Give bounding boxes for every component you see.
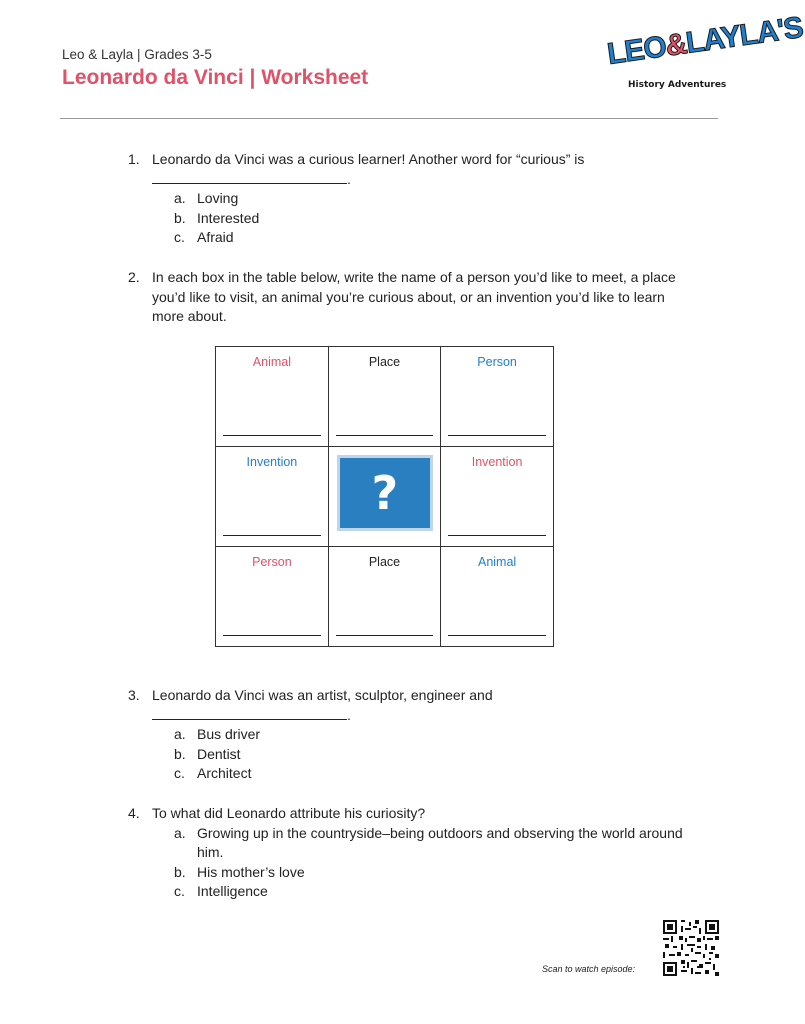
write-line <box>448 635 546 636</box>
write-line <box>223 435 321 436</box>
cell-label: Person <box>477 355 517 369</box>
question-mark-icon <box>337 455 433 531</box>
option-text: His mother’s love <box>197 863 305 880</box>
cell-label: Place <box>368 355 401 369</box>
grid-cell-animal[interactable] <box>216 347 329 447</box>
logo-word-part1: LEO <box>605 30 668 72</box>
answer-blank[interactable] <box>152 706 347 720</box>
option-letter: c. <box>174 229 185 245</box>
option-b[interactable] <box>174 209 688 229</box>
blank-end: . <box>347 170 351 187</box>
blank-end: . <box>347 706 351 723</box>
logo-word-part2: LAYLA'S <box>683 10 805 60</box>
qr-code-icon[interactable] <box>663 920 719 976</box>
option-a[interactable] <box>174 824 703 863</box>
options-list <box>174 189 688 248</box>
write-line <box>448 535 546 536</box>
option-letter: b. <box>174 209 186 226</box>
write-line <box>448 435 546 436</box>
question-2 <box>128 268 688 327</box>
question-3 <box>128 686 688 784</box>
option-letter: a. <box>174 824 186 841</box>
cell-label: Place <box>368 555 401 569</box>
grid-cell-place[interactable] <box>328 347 440 447</box>
option-letter: b. <box>174 863 186 880</box>
header-divider <box>60 118 718 119</box>
scan-instruction: Scan to watch episode: <box>542 964 636 974</box>
question-number: 3. <box>128 687 140 703</box>
cell-label: Person <box>252 555 292 569</box>
option-text: Loving <box>197 190 239 206</box>
option-b[interactable] <box>174 863 703 883</box>
grid-cell-invention[interactable] <box>441 447 554 547</box>
brand-logo <box>605 10 805 100</box>
cell-label: Invention <box>471 455 523 469</box>
question-number: 4. <box>128 805 140 821</box>
option-letter: c. <box>174 765 185 781</box>
question-1 <box>128 150 688 248</box>
cell-label: Animal <box>477 555 517 569</box>
write-line <box>336 435 433 436</box>
option-text: Intelligence <box>197 883 268 899</box>
logo-wordmark <box>605 11 805 72</box>
question-number: 1. <box>128 151 140 167</box>
option-text: Bus driver <box>197 726 261 742</box>
question-mark-glyph: ? <box>371 466 399 520</box>
question-text: Leonardo da Vinci was an artist, sculptor, engineer and <box>152 687 493 703</box>
option-b[interactable] <box>174 745 688 765</box>
option-c[interactable] <box>174 228 688 248</box>
grid-cell-center <box>328 447 440 547</box>
grid-cell-animal[interactable] <box>441 547 554 647</box>
write-line <box>336 635 433 636</box>
question-text: In each box in the table below, write the name of a person you’d like to meet, a place you’d like to visit, an animal you’re curious about, or an invention you’d like to learn more about. <box>152 269 676 324</box>
cell-label: Animal <box>252 355 291 369</box>
write-line <box>223 635 321 636</box>
question-text: Leonardo da Vinci was a curious learner! Another word for “curious” is <box>152 151 585 167</box>
page-title: Leonardo da Vinci | Worksheet <box>62 66 369 89</box>
option-text: Dentist <box>197 745 241 762</box>
grid-cell-person[interactable] <box>441 347 554 447</box>
curiosity-grid <box>215 346 554 647</box>
option-c[interactable] <box>174 882 703 902</box>
option-letter: a. <box>174 726 186 742</box>
option-letter: b. <box>174 745 186 762</box>
header-subtitle: Leo & Layla | Grades 3-5 <box>62 47 212 62</box>
option-c[interactable] <box>174 764 688 784</box>
option-letter: a. <box>174 190 186 206</box>
grid-cell-place[interactable] <box>328 547 440 647</box>
grid-cell-invention[interactable] <box>216 447 329 547</box>
option-text: Growing up in the countryside–being outdoors and observing the world around him. <box>197 824 683 860</box>
question-number: 2. <box>128 269 140 285</box>
question-4 <box>128 804 703 902</box>
logo-word-amp: & <box>663 27 689 63</box>
option-text: Interested <box>197 209 260 226</box>
logo-tagline: History Adventures <box>628 80 727 90</box>
options-list <box>174 725 688 784</box>
options-list <box>174 824 703 902</box>
option-text: Afraid <box>197 229 234 245</box>
option-a[interactable] <box>174 189 688 209</box>
option-a[interactable] <box>174 725 688 745</box>
cell-label: Invention <box>246 455 298 469</box>
grid-cell-person[interactable] <box>216 547 329 647</box>
option-letter: c. <box>174 883 185 899</box>
answer-blank[interactable] <box>152 170 347 184</box>
option-text: Architect <box>197 765 252 781</box>
write-line <box>223 535 321 536</box>
question-text: To what did Leonardo attribute his curiosity? <box>152 805 426 821</box>
